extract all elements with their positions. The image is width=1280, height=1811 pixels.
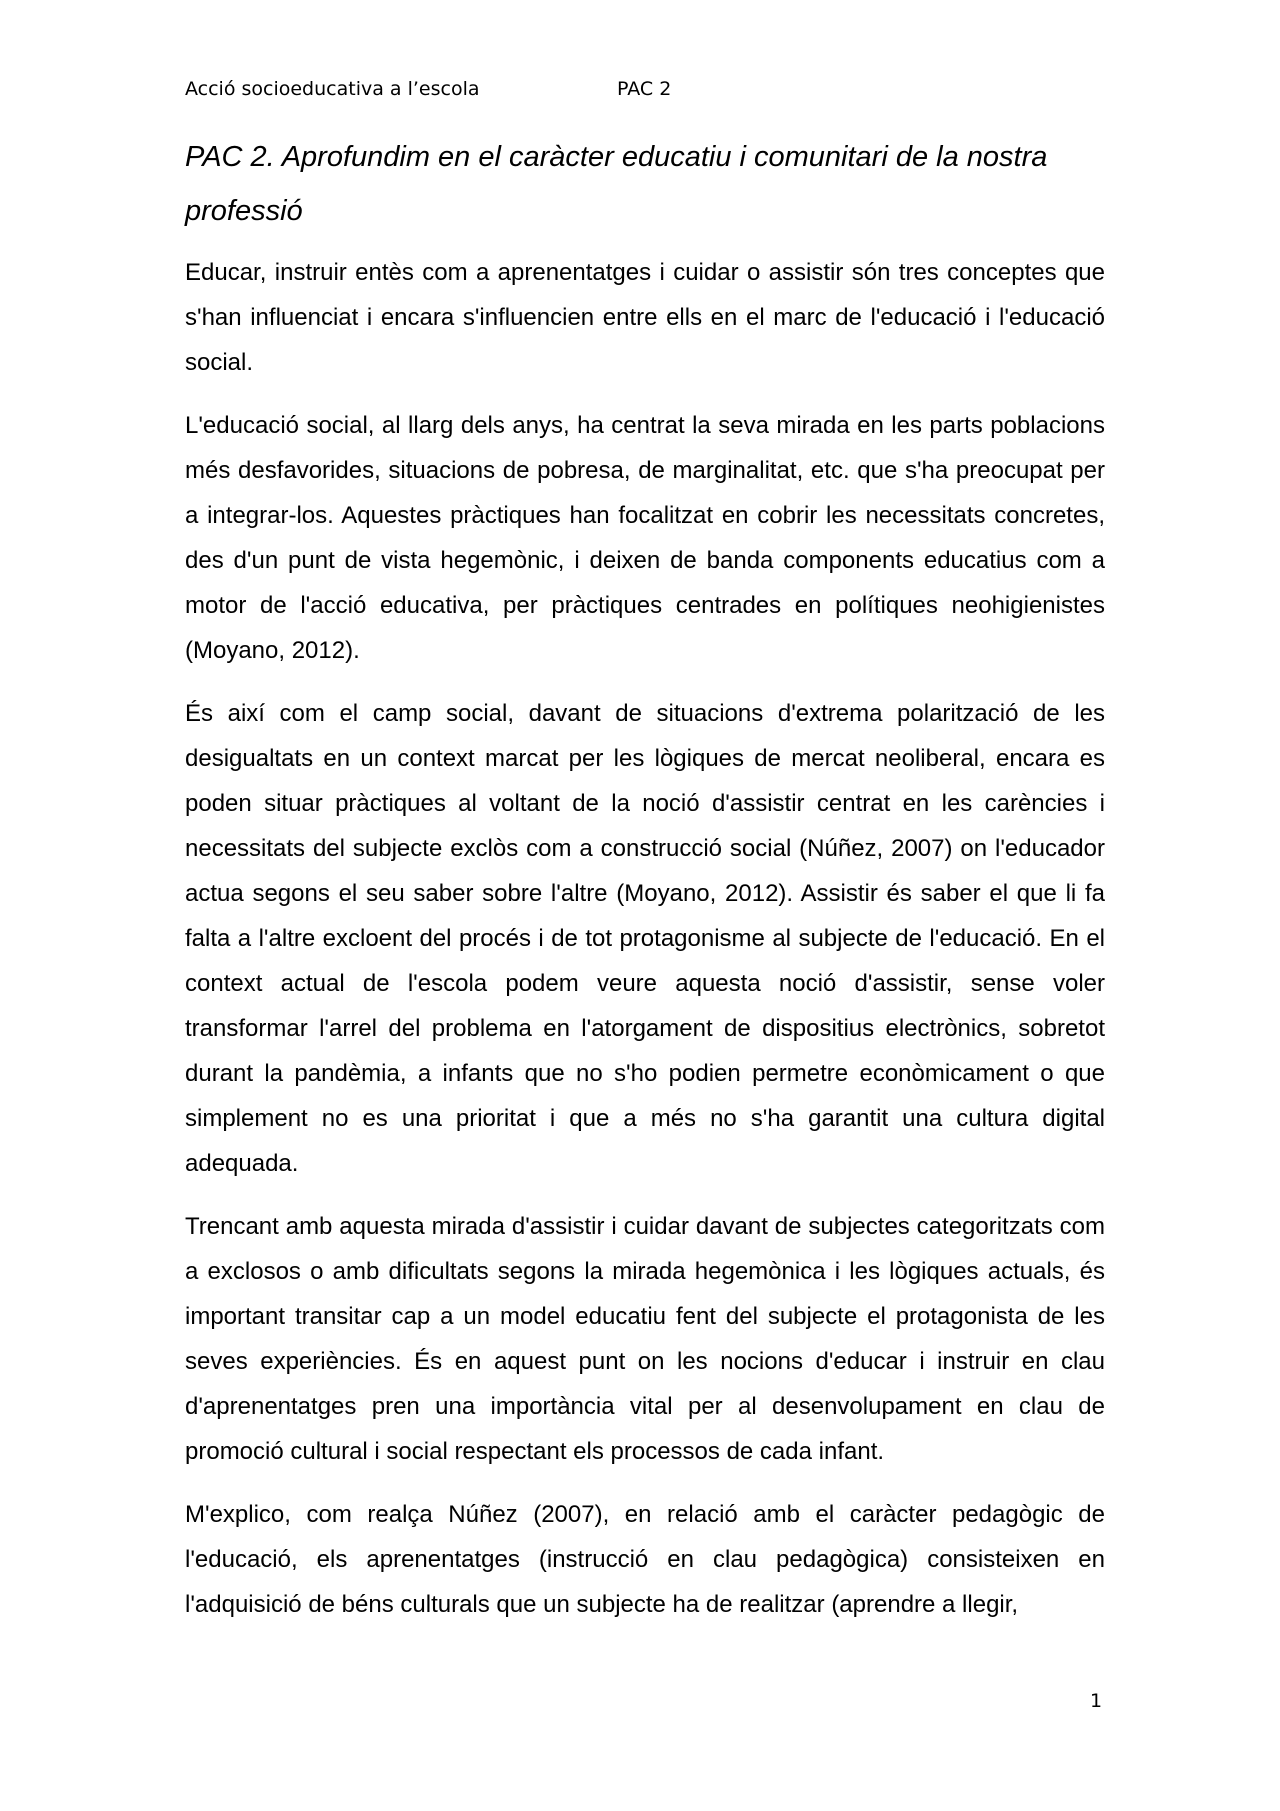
paragraph-3: És així com el camp social, davant de situacions d'extrema polarització de les desigualtats en un context marcat per les lògiques de mercat neoliberal, encara es poden situar pràctiques al voltant de la noció d'assistir centrat en les carències i necessitats del subjecte exclòs com a construcció social (Núñez, 2007) on l'educador actua segons el seu saber sobre l'altre (Moyano, 2012). Assistir és saber el que li fa falta a l'altre excloent del procés i de tot protagonisme al subjecte de l'educació. En el context actual de l'escola podem veure aquesta noció d'assistir, sense voler transformar l'arrel del problema en l'atorgament de dispositius electrònics, sobretot durant la pandèmia, a infants que no s'ho podien permetre econòmicament o que simplement no es una prioritat i que a més no s'ha garantit una cultura digital adequada.	[185, 700, 1105, 1177]
header-assignment: PAC 2	[617, 78, 672, 100]
paragraph-4: Trencant amb aquesta mirada d'assistir i cuidar davant de subjectes categoritzats com a exclosos o amb dificultats segons la mirada hegemònica i les lògiques actuals, és important transitar cap a un model educatiu fent del subjecte el protagonista de les seves experiències. És en aquest punt on les nocions d'educar i instruir en clau d'aprenentatges pren una importància vital per al desenvolupament en clau de promoció cultural i social respectant els processos de cada infant.	[185, 1213, 1105, 1465]
page-header	[185, 78, 1105, 108]
header-course-name: Acció socioeducativa a l’escola	[185, 78, 480, 100]
paragraph-2: L'educació social, al llarg dels anys, ha centrat la seva mirada en les parts poblacions més desfavorides, situacions de pobresa, de marginalitat, etc. que s'ha preocupat per a integrar-los. Aquestes pràctiques han focalitzat en cobrir les necessitats concretes, des d'un punt de vista hegemònic, i deixen de banda components educatius com a motor de l'acció educativa, per pràctiques centrades en polítiques neohigienistes (Moyano, 2012).	[185, 412, 1105, 664]
document-body	[185, 130, 1105, 1645]
document-title: PAC 2. Aprofundim en el caràcter educatiu i comunitari de la nostra professió	[185, 141, 1048, 227]
paragraph-1: Educar, instruir entès com a aprenentatges i cuidar o assistir són tres conceptes que s'han influenciat i encara s'influencien entre ells en el marc de l'educació i l'educació social.	[185, 259, 1105, 376]
page-number: 1	[1090, 1690, 1103, 1712]
paragraph-5: M'explico, com realça Núñez (2007), en relació amb el caràcter pedagògic de l'educació, els aprenentatges (instrucció en clau pedagògica) consisteixen en l'adquisició de béns culturals que un subjecte ha de realitzar (aprendre a llegir,	[185, 1501, 1105, 1618]
